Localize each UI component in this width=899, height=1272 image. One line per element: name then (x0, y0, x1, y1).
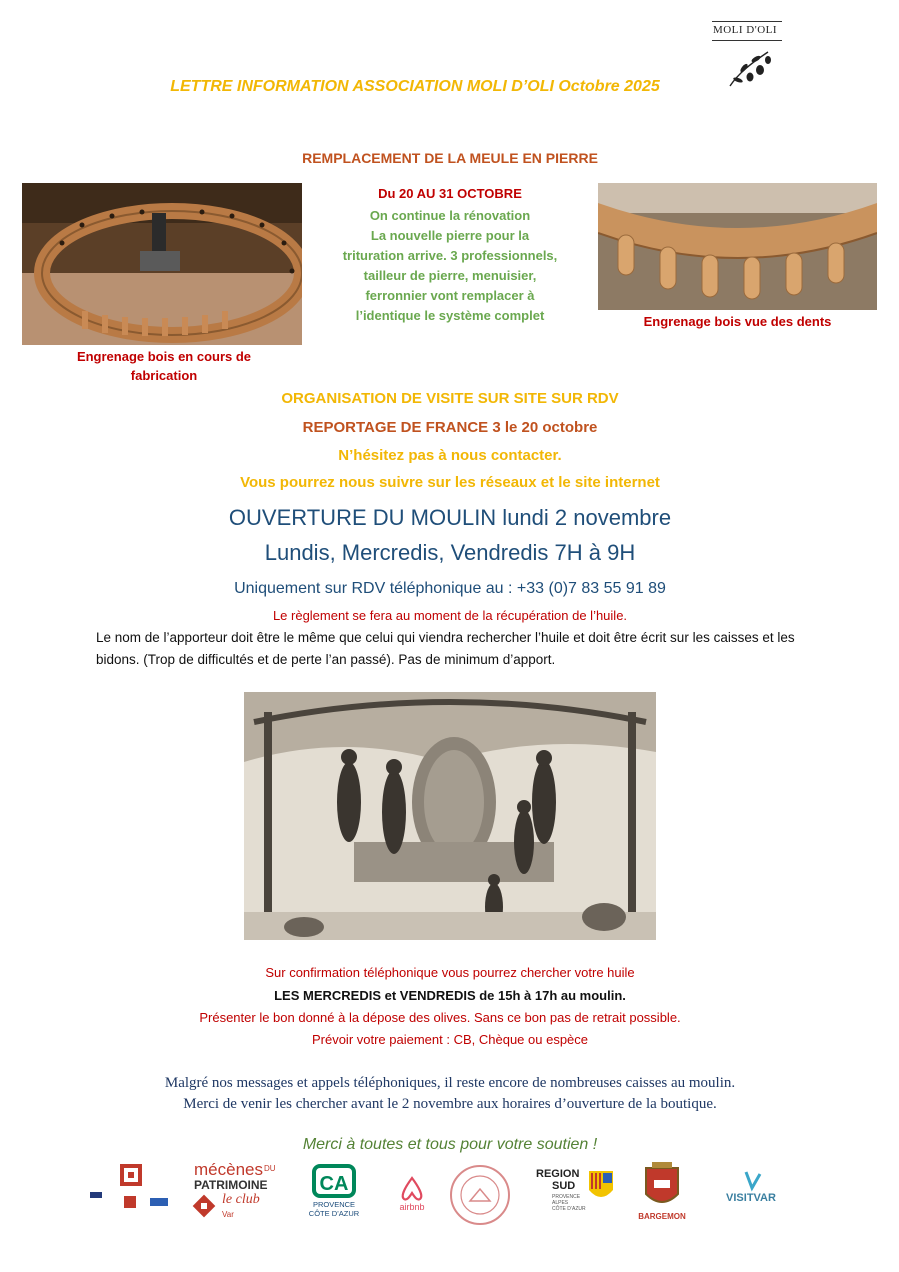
patrimoine-tourisme-local-seal (448, 1163, 512, 1227)
follow-note: Vous pourrez nous suivre sur les réseaux et le site internet (240, 474, 660, 491)
renovation-line: ferronnier vont remplacer à (365, 288, 535, 303)
mecenes-var: Var (222, 1210, 234, 1219)
renovation-line: La nouvelle pierre pour la (370, 228, 530, 243)
caption-line-2: fabrication (130, 368, 198, 383)
airbnb-icon (390, 1176, 434, 1202)
ca-region-1: PROVENCE (312, 1200, 356, 1209)
reportage-announcement: REPORTAGE DE FRANCE 3 le 20 octobre (302, 419, 598, 436)
visitvar-icon (716, 1168, 786, 1192)
renovation-line: On continue la rénovation (369, 208, 531, 223)
bargemon-logo (632, 1160, 692, 1226)
bargemon-text: BARGEMON (638, 1212, 686, 1221)
diamond-icon (190, 1192, 218, 1220)
caption-gear-in-progress (40, 347, 288, 385)
region-line-5: CÔTE D’AZUR (552, 1206, 586, 1212)
region-sud: SUD (552, 1180, 576, 1192)
renovation-line: l’identique le système complet (355, 308, 545, 323)
thanks-line: Merci à toutes et tous pour votre soutien ! (302, 1136, 598, 1153)
opening-title: OUVERTURE DU MOULIN lundi 2 novembre (228, 505, 672, 530)
airbnb-logo (390, 1176, 434, 1220)
reminder-line-1: Malgré nos messages et appels téléphoniques, il reste encore de nombreuses caisses au moulin. (164, 1075, 736, 1091)
mecenes-club: le club (222, 1192, 260, 1207)
mecenes-word: mécènes (194, 1160, 263, 1179)
caption-line-1: Engrenage bois en cours de (76, 349, 252, 364)
opening-days: Lundis, Mercredis, Vendredis 7H à 9H (264, 540, 636, 565)
mecenes-patrimoine: PATRIMOINE (194, 1178, 268, 1192)
visit-announcement: ORGANISATION DE VISITE SUR SITE SUR RDV (281, 390, 619, 407)
reminder-line-2: Merci de venir les chercher avant le 2 novembre aux horaires d’ouverture de la boutique. (183, 1096, 717, 1112)
renovation-text (300, 206, 600, 326)
drop-off-rules: Le nom de l’apporteur doit être le même que celui qui viendra rechercher l’huile et doit être écrit sur les caisses et les bidons. (Trop de difficultés et de perte l’an passé). Pas de minimum d’apport. (96, 630, 795, 667)
pickup-voucher-note: Présenter le bon donné à la dépose des olives. Sans ce bon pas de retrait possible. (199, 1010, 681, 1025)
contact-invitation: N’hésitez pas à nous contacter. (338, 447, 562, 464)
mecenes-patrimoine-logo (190, 1160, 286, 1222)
ministere-culture-logo (88, 1162, 172, 1214)
pickup-confirmation: Sur confirmation téléphonique vous pourrez chercher votre huile (265, 965, 635, 980)
region-sud-logo (530, 1168, 620, 1216)
visitvar-logo (716, 1168, 786, 1216)
caption-gear-teeth: Engrenage bois vue des dents (643, 314, 832, 329)
airbnb-text: airbnb (399, 1202, 425, 1212)
region-word: REGION (536, 1168, 580, 1180)
renovation-line: trituration arrive. 3 professionnels, (342, 248, 558, 263)
credit-agricole-logo (298, 1164, 370, 1224)
photo-gear-in-progress (22, 183, 302, 345)
reminder-message (60, 1073, 840, 1115)
pickup-payment: Prévoir votre paiement : CB, Chèque ou espèce (311, 1032, 589, 1047)
region-shield-icon (588, 1170, 614, 1204)
renovation-dates: Du 20 AU 31 OCTOBRE (378, 186, 522, 201)
ca-region-2: CÔTE D’AZUR (308, 1209, 360, 1218)
payment-note: Le règlement se fera au moment de la récupération de l’huile. (272, 608, 628, 623)
logo-text: MOLI D'OLI (712, 24, 778, 36)
newsletter-title: LETTRE INFORMATION ASSOCIATION MOLI D’OLI Octobre 2025 (170, 78, 660, 95)
ca-icon (298, 1164, 370, 1198)
pickup-hours: LES MERCREDIS et VENDREDIS de 15h à 17h au moulin. (274, 988, 626, 1003)
photo-gear-teeth (598, 183, 877, 310)
engraving-olive-mill (244, 692, 656, 940)
region-line-4: ALPES (552, 1200, 569, 1206)
phone-line[interactable]: Uniquement sur RDV téléphonique au : +33 (0)7 83 55 91 89 (234, 580, 666, 597)
visitvar-text: VISITVAR (726, 1192, 776, 1204)
region-line-3: PROVENCE (552, 1194, 581, 1200)
mecenes-du: DU (264, 1164, 276, 1173)
renovation-line: tailleur de pierre, menuisier, (363, 268, 537, 283)
svg-text:CA: CA (319, 1173, 349, 1195)
bargemon-crest-icon (632, 1160, 692, 1212)
section-title: REMPLACEMENT DE LA MEULE EN PIERRE (302, 150, 598, 166)
